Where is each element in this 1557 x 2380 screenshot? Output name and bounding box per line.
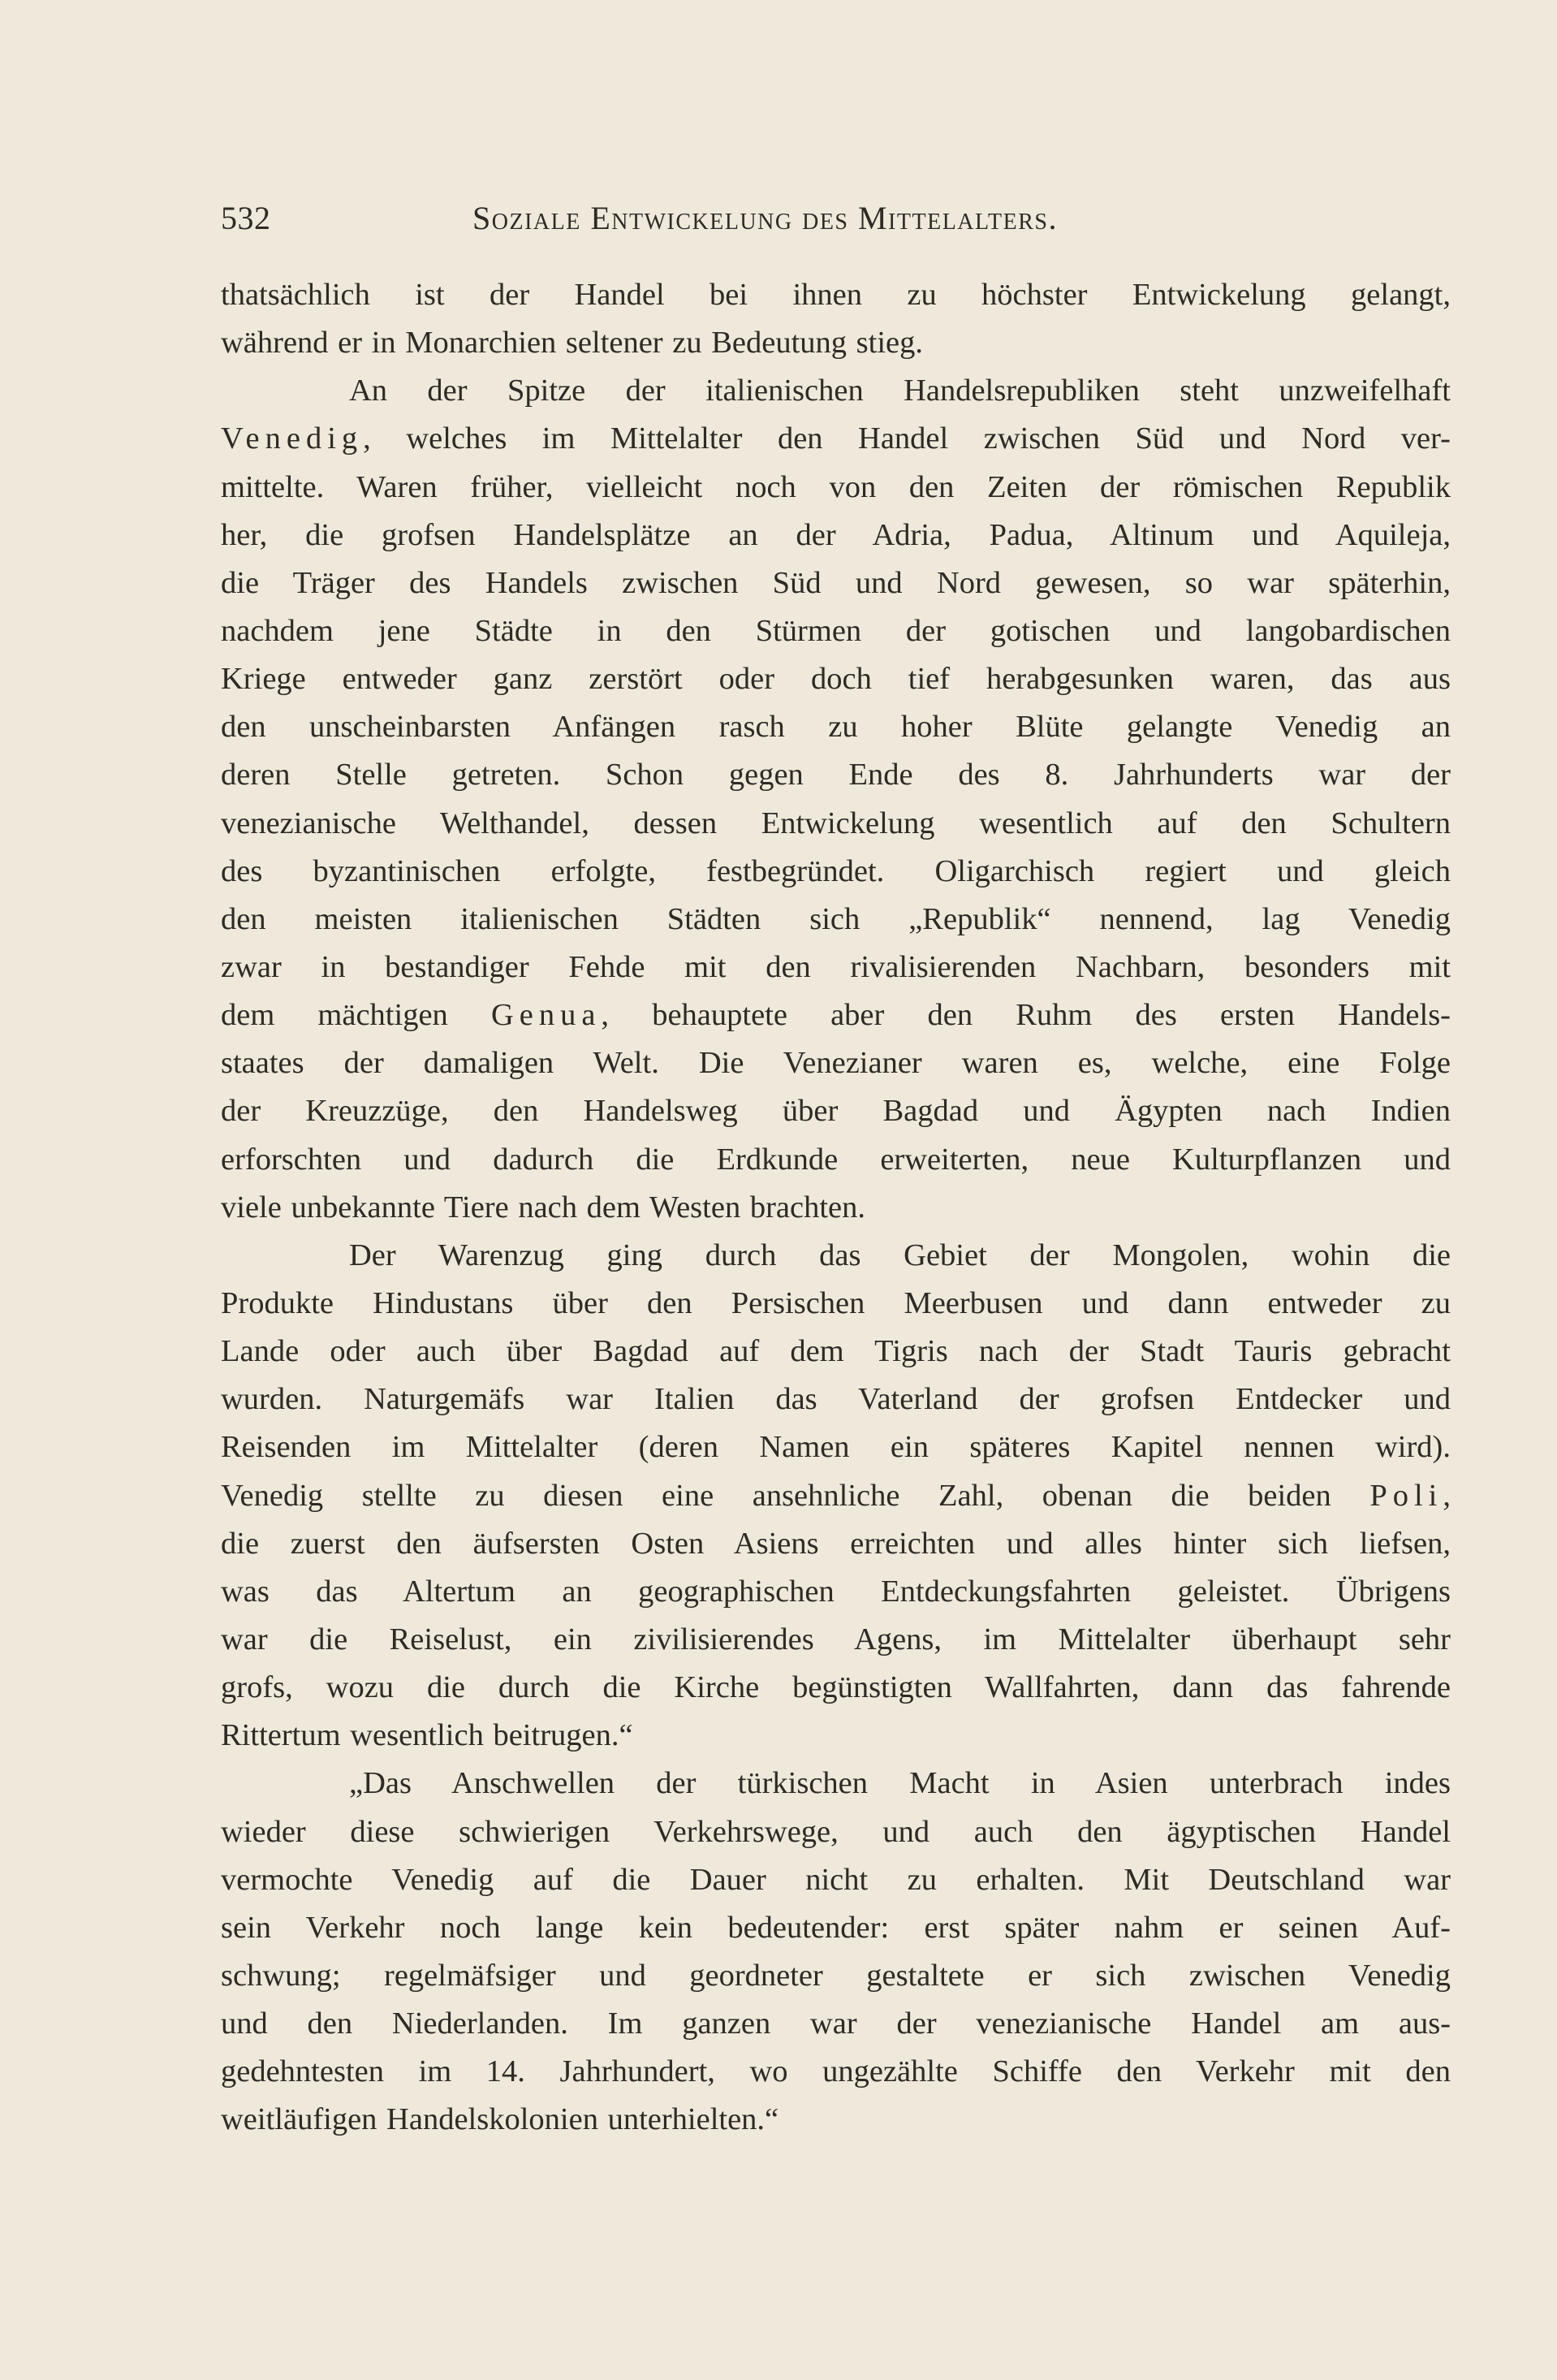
text-line: „Das Anschwellen der türkischen Macht in Asien unterbrach indes	[349, 1766, 1451, 1801]
text-line: Reisenden im Mittelalter (deren Namen ein späteres Kapitel nennen wird).	[221, 1430, 1451, 1465]
emphasized-word: Genua	[490, 998, 602, 1033]
text-line: staates der damaligen Welt. Die Venezianer waren es, welche, eine Folge	[221, 1046, 1451, 1081]
text-line: nachdem jene Städte in den Stürmen der gotischen und langobardischen	[221, 613, 1451, 648]
text-line: wurden. Naturgemäfs war Italien das Vaterland der grofsen Entdecker und	[221, 1382, 1451, 1417]
text-line: venezianische Welthandel, dessen Entwickelung wesentlich auf den Schultern	[221, 806, 1451, 840]
page-number: 532	[221, 200, 271, 236]
text-line: den unscheinbarsten Anfängen rasch zu hoher Blüte gelangte Venedig an	[221, 710, 1451, 745]
text-line	[221, 415, 1451, 463]
text-line	[221, 991, 1451, 1039]
page-header	[221, 198, 1451, 239]
text-line: mittelte. Waren früher, vielleicht noch von den Zeiten der römischen Republik	[221, 469, 1451, 504]
text-segment: dem mächtigen	[221, 998, 491, 1033]
text-line: gedehntesten im 14. Jahrhundert, wo ungezählte Schiffe den Verkehr mit den	[221, 2054, 1451, 2089]
text-line: Rittertum wesentlich beitrugen.“	[221, 1718, 633, 1753]
text-line: während er in Monarchien seltener zu Bedeutung stieg.	[221, 326, 923, 361]
text-line: Kriege entweder ganz zerstört oder doch tief herabgesunken waren, das aus	[221, 662, 1451, 697]
running-title: Soziale Entwickelung des Mittelalters.	[472, 200, 1059, 236]
text-line: viele unbekannte Tiere nach dem Westen brachten.	[221, 1190, 865, 1225]
text-line: vermochte Venedig auf die Dauer nicht zu erhalten. Mit Deutschland war	[221, 1862, 1451, 1897]
text-line: thatsächlich ist der Handel bei ihnen zu höchster Entwickelung gelangt,	[221, 278, 1451, 312]
emphasized-word: Poli	[1369, 1478, 1443, 1513]
text-line: den meisten italienischen Städten sich „Republik“ nennend, lag Venedig	[221, 901, 1451, 936]
text-line: der Kreuzzüge, den Handelsweg über Bagdad und Ägypten nach Indien	[221, 1094, 1451, 1129]
text-line: Der Warenzug ging durch das Gebiet der Mongolen, wohin die	[349, 1238, 1451, 1272]
text-line: die zuerst den äufsersten Osten Asiens erreichten und alles hinter sich liefsen,	[221, 1526, 1451, 1561]
text-segment: Venedig stellte zu diesen eine ansehnliche Zahl, obenan die beiden	[221, 1478, 1370, 1513]
text-line: zwar in bestandiger Fehde mit den rivalisierenden Nachbarn, besonders mit	[221, 949, 1451, 984]
text-segment: , welches im Mittelalter den Handel zwischen Süd und Nord ver-	[363, 421, 1451, 456]
text-line: und den Niederlanden. Im ganzen war der venezianische Handel am aus-	[221, 2006, 1451, 2041]
body-text	[221, 271, 1451, 2144]
text-line: weitläufigen Handelskolonien unterhielten.“	[221, 2102, 779, 2137]
text-line: erforschten und dadurch die Erdkunde erweiterten, neue Kulturpflanzen und	[221, 1142, 1451, 1177]
emphasized-word: Venedig	[221, 421, 364, 456]
text-line: was das Altertum an geographischen Entdeckungsfahrten geleistet. Übrigens	[221, 1574, 1451, 1609]
text-line: Lande oder auch über Bagdad auf dem Tigris nach der Stadt Tauris gebracht	[221, 1334, 1451, 1369]
text-line: her, die grofsen Handelsplätze an der Adria, Padua, Altinum und Aquileja,	[221, 517, 1451, 552]
text-line: Produkte Hindustans über den Persischen Meerbusen und dann entweder zu	[221, 1285, 1451, 1320]
text-line: schwung; regelmäfsiger und geordneter gestaltete er sich zwischen Venedig	[221, 1958, 1451, 1993]
text-line: wieder diese schwierigen Verkehrswege, und auch den ägyptischen Handel	[221, 1814, 1451, 1849]
text-line: deren Stelle getreten. Schon gegen Ende des 8. Jahrhunderts war der	[221, 758, 1451, 793]
text-line: sein Verkehr noch lange kein bedeutender: erst später nahm er seinen Auf-	[221, 1910, 1451, 1945]
text-line: An der Spitze der italienischen Handelsrepubliken steht unzweifelhaft	[349, 374, 1451, 408]
text-segment: , behauptete aber den Ruhm des ersten Handels-	[601, 998, 1451, 1033]
text-line: die Träger des Handels zwischen Süd und Nord gewesen, so war späterhin,	[221, 565, 1451, 600]
text-line: war die Reiselust, ein zivilisierendes Agens, im Mittelalter überhaupt sehr	[221, 1622, 1451, 1656]
text-segment: ,	[1443, 1478, 1451, 1513]
text-line: des byzantinischen erfolgte, festbegründet. Oligarchisch regiert und gleich	[221, 853, 1451, 888]
text-line: grofs, wozu die durch die Kirche begünstigten Wallfahrten, dann das fahrende	[221, 1670, 1451, 1705]
text-line	[221, 1472, 1451, 1520]
